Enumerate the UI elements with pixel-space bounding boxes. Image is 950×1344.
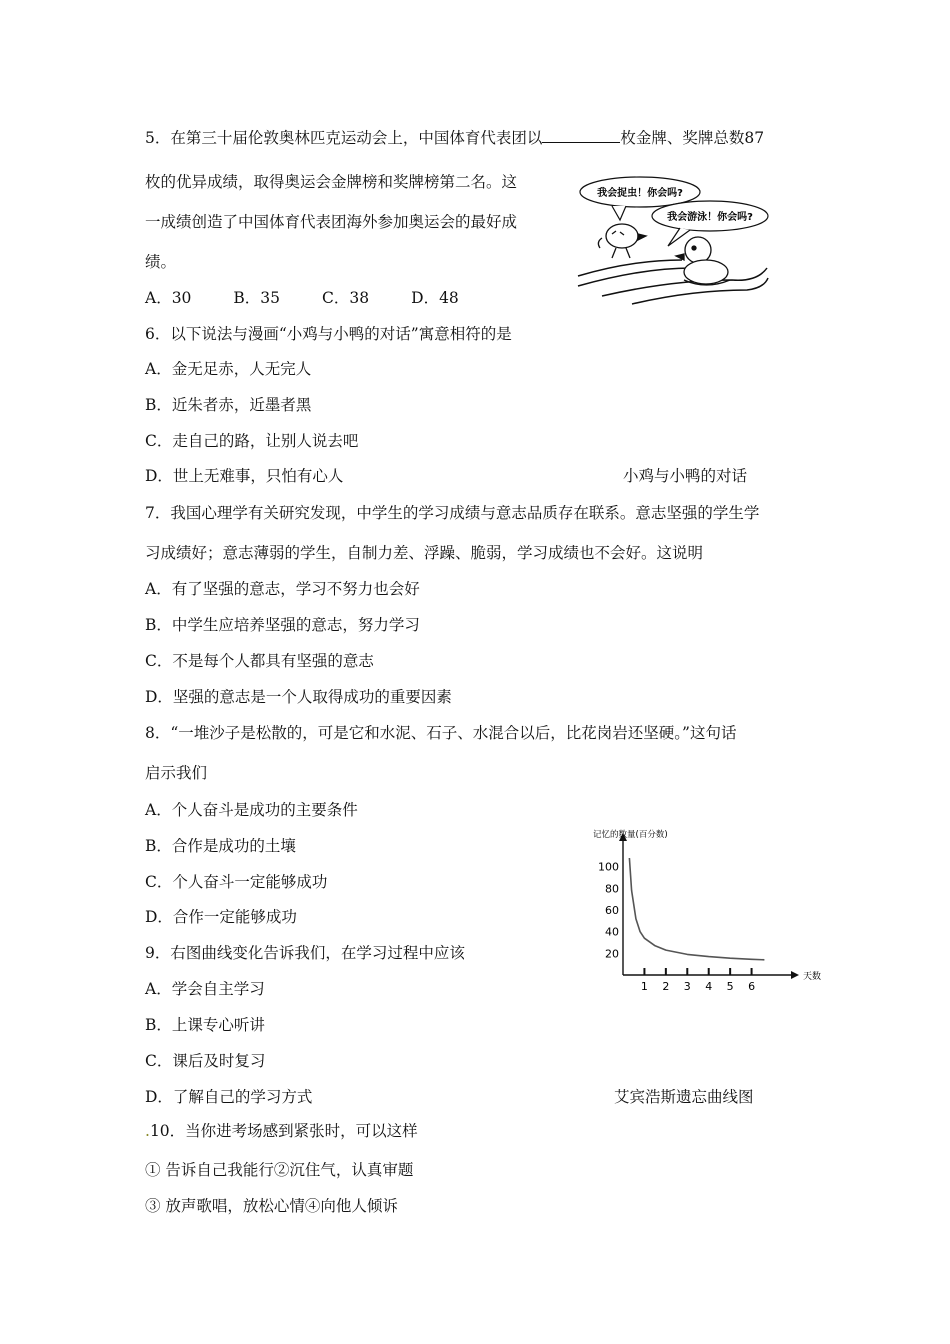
q5-line4: 绩。 bbox=[145, 253, 177, 271]
q5-option-d: D．48 bbox=[411, 289, 459, 307]
x-tick-label: 6 bbox=[748, 980, 756, 993]
y-tick-label: 40 bbox=[605, 925, 619, 939]
duck-drawing bbox=[676, 237, 730, 285]
q9-stem: 9．右图曲线变化告诉我们，在学习过程中应该 bbox=[145, 944, 465, 962]
forgetting-curve-chart bbox=[585, 825, 822, 995]
q7-option-c: C．不是每个人都具有坚强的意志 bbox=[145, 652, 374, 670]
q8-option-a: A．个人奋斗是成功的主要条件 bbox=[145, 801, 358, 819]
q10-line1: ① 告诉自己我能行②沉住气，认真审题 bbox=[145, 1161, 414, 1179]
q8-line1: 8．“一堆沙子是松散的，可是它和水泥、石子、水混合以后，比花岗岩还坚硬。”这句话 bbox=[145, 724, 737, 742]
q5-option-a: A．30 bbox=[145, 289, 192, 307]
y-tick-label: 20 bbox=[605, 947, 619, 961]
q8-line2: 启示我们 bbox=[145, 764, 208, 782]
q8-option-d: D．合作一定能够成功 bbox=[145, 908, 297, 926]
q9-option-d: D．了解自己的学习方式 bbox=[145, 1088, 313, 1106]
q6-stem: 6．以下说法与漫画“小鸡与小鸭的对话”寓意相符的是 bbox=[145, 325, 512, 343]
q8-option-c: C．个人奋斗一定能够成功 bbox=[145, 873, 328, 891]
q7-option-d: D．坚强的意志是一个人取得成功的重要因素 bbox=[145, 688, 452, 706]
q5-line1: 5．在第三十届伦敦奥林匹克运动会上，中国体育代表团以 枚金牌、奖牌总数87 bbox=[145, 129, 765, 147]
y-tick-label: 100 bbox=[598, 860, 619, 874]
q10-stem: .10．当你进考场感到紧张时，可以这样 bbox=[145, 1122, 418, 1140]
q5-option-b: B．35 bbox=[233, 289, 281, 307]
q9-option-a: A．学会自主学习 bbox=[145, 980, 265, 998]
q6-option-a: A．金无足赤，人无完人 bbox=[145, 360, 312, 378]
q5-line3: 一成绩创造了中国体育代表团海外参加奥运会的最好成 bbox=[145, 213, 518, 231]
x-tick-label: 3 bbox=[683, 980, 691, 993]
x-tick-label: 5 bbox=[726, 980, 734, 993]
q10-line2: ③ 放声歌唱，放松心情④向他人倾诉 bbox=[145, 1197, 398, 1215]
x-axis-label: 天数 bbox=[803, 972, 822, 982]
x-tick-label: 1 bbox=[640, 980, 648, 993]
q10-marker: . bbox=[145, 1122, 150, 1140]
chick-drawing bbox=[598, 224, 646, 258]
answer-blank bbox=[542, 127, 620, 143]
x-tick-label: 4 bbox=[705, 980, 713, 993]
q5-options bbox=[145, 287, 501, 309]
q6-option-b: B．近朱者赤，近墨者黑 bbox=[145, 396, 312, 414]
ground-lines bbox=[578, 260, 768, 304]
q7-line1: 7．我国心理学有关研究发现，中学生的学习成绩与意志品质存在联系。意志坚强的学生学 bbox=[145, 504, 760, 522]
chick-bubble-text: 我会捉虫！你会吗? bbox=[597, 188, 683, 199]
q7-option-b: B．中学生应培养坚强的意志，努力学习 bbox=[145, 616, 420, 634]
q5-option-c: C．38 bbox=[322, 289, 370, 307]
y-tick-label: 80 bbox=[605, 882, 619, 896]
x-axis-arrow bbox=[791, 971, 799, 979]
q5-line2: 枚的优异成绩，取得奥运会金牌榜和奖牌榜第二名。这 bbox=[145, 173, 518, 191]
x-tick-label: 2 bbox=[662, 980, 670, 993]
cartoon-caption: 小鸡与小鸭的对话 bbox=[623, 467, 748, 485]
y-tick-label: 60 bbox=[605, 904, 619, 917]
forgetting-curve-line bbox=[629, 858, 764, 960]
q7-line2: 习成绩好；意志薄弱的学生，自制力差、浮躁、脆弱，学习成绩也不会好。这说明 bbox=[145, 544, 704, 562]
y-axis-label: 记忆的数量(百分数) bbox=[593, 830, 668, 840]
q6-option-d: D．世上无难事，只怕有心人 bbox=[145, 467, 344, 485]
q9-option-c: C．课后及时复习 bbox=[145, 1052, 266, 1070]
chick-duck-cartoon bbox=[572, 168, 772, 308]
chart-caption: 艾宾浩斯遗忘曲线图 bbox=[614, 1088, 754, 1106]
q8-option-b: B．合作是成功的土壤 bbox=[145, 837, 296, 855]
q6-option-c: C．走自己的路，让别人说去吧 bbox=[145, 432, 359, 450]
duck-bubble-text: 我会游泳！你会吗? bbox=[667, 212, 753, 223]
q9-option-b: B．上课专心听讲 bbox=[145, 1016, 265, 1034]
q7-option-a: A．有了坚强的意志，学习不努力也会好 bbox=[145, 580, 420, 598]
